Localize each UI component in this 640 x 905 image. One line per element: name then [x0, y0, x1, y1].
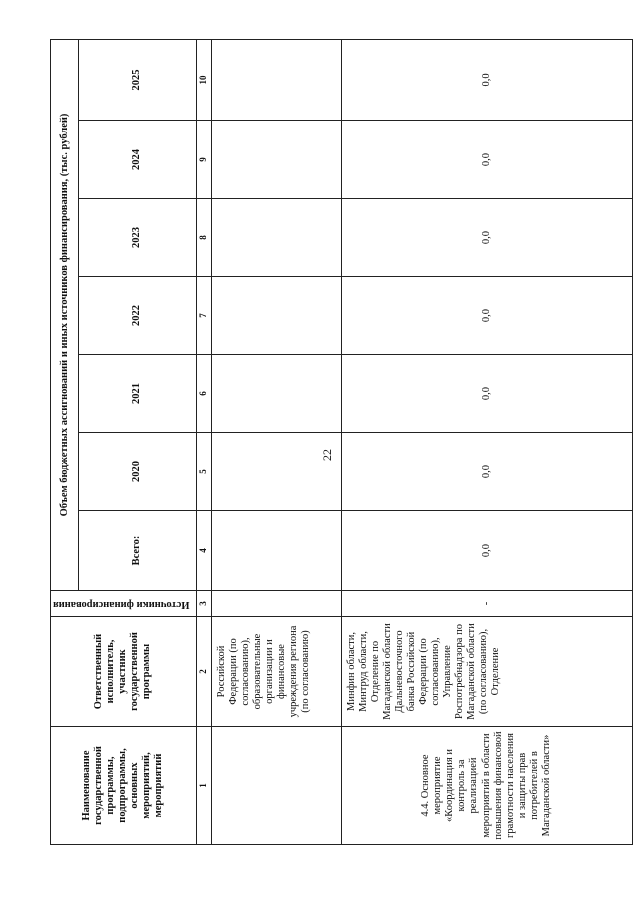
column-number-row — [196, 39, 211, 844]
row-source: - — [341, 591, 632, 617]
column-number: 1 — [196, 727, 211, 845]
column-number: 10 — [196, 39, 211, 120]
column-number: 6 — [196, 355, 211, 433]
table-row — [211, 39, 341, 844]
column-number: 2 — [196, 617, 211, 727]
header-year-2022: 2022 — [79, 277, 196, 355]
row-value-2023: 0,0 — [341, 199, 632, 277]
header-year-2021: 2021 — [79, 355, 196, 433]
row-value-2024 — [211, 121, 341, 199]
row-total — [211, 511, 341, 591]
row-value-2020: 0,0 — [341, 433, 632, 511]
row-value-2025: 0,0 — [341, 39, 632, 120]
header-year-2025: 2025 — [79, 39, 196, 120]
column-number: 7 — [196, 277, 211, 355]
header-year-2020: 2020 — [79, 433, 196, 511]
column-number: 4 — [196, 511, 211, 591]
header-responsible: Ответственный исполнитель, участник государственной программы — [51, 617, 197, 727]
row-responsible: Минфин области, Минтруд области, Отделение по Магаданской области Дальневосточного банка Российской Федерации (по согласованию), Управление Роспотребнадзора по Магаданской области (по согласованию), Отделение — [341, 617, 632, 727]
column-number: 5 — [196, 433, 211, 511]
financing-table — [50, 39, 633, 845]
table-row — [341, 39, 632, 844]
row-value-2021: 0,0 — [341, 355, 632, 433]
row-source — [211, 591, 341, 617]
row-total: 0,0 — [341, 511, 632, 591]
header-total: Всего: — [79, 511, 196, 591]
header-year-2023: 2023 — [79, 199, 196, 277]
row-value-2025 — [211, 39, 341, 120]
row-responsible: Российской Федерации (по согласованию), образовательные организации и финансовые учреждения региона (по согласованию) — [211, 617, 341, 727]
financing-table-container — [50, 40, 615, 845]
header-year-2024: 2024 — [79, 121, 196, 199]
page-number: 22 — [320, 449, 334, 461]
header-row-1 — [51, 39, 79, 844]
header-name: Наименование государственной программы, подпрограммы, основных мероприятий, мероприятий — [51, 727, 197, 845]
row-value-2023 — [211, 199, 341, 277]
row-value-2022: 0,0 — [341, 277, 632, 355]
header-volume: Объем бюджетных ассигнований и иных источников финансирования, (тыс. рублей) — [51, 39, 79, 590]
row-name — [211, 727, 341, 845]
header-source-label: Источники финансирования — [53, 598, 190, 610]
row-value-2024: 0,0 — [341, 121, 632, 199]
header-source — [51, 591, 197, 617]
row-value-2021 — [211, 355, 341, 433]
row-value-2020 — [211, 433, 341, 511]
row-name: 4.4. Основное мероприятие «Координация и контроль за реализацией мероприятий в области повышения финансовой грамотности населения и защиты прав потребителей в Магаданской области» — [341, 727, 632, 845]
column-number: 3 — [196, 591, 211, 617]
column-number: 8 — [196, 199, 211, 277]
row-value-2022 — [211, 277, 341, 355]
column-number: 9 — [196, 121, 211, 199]
